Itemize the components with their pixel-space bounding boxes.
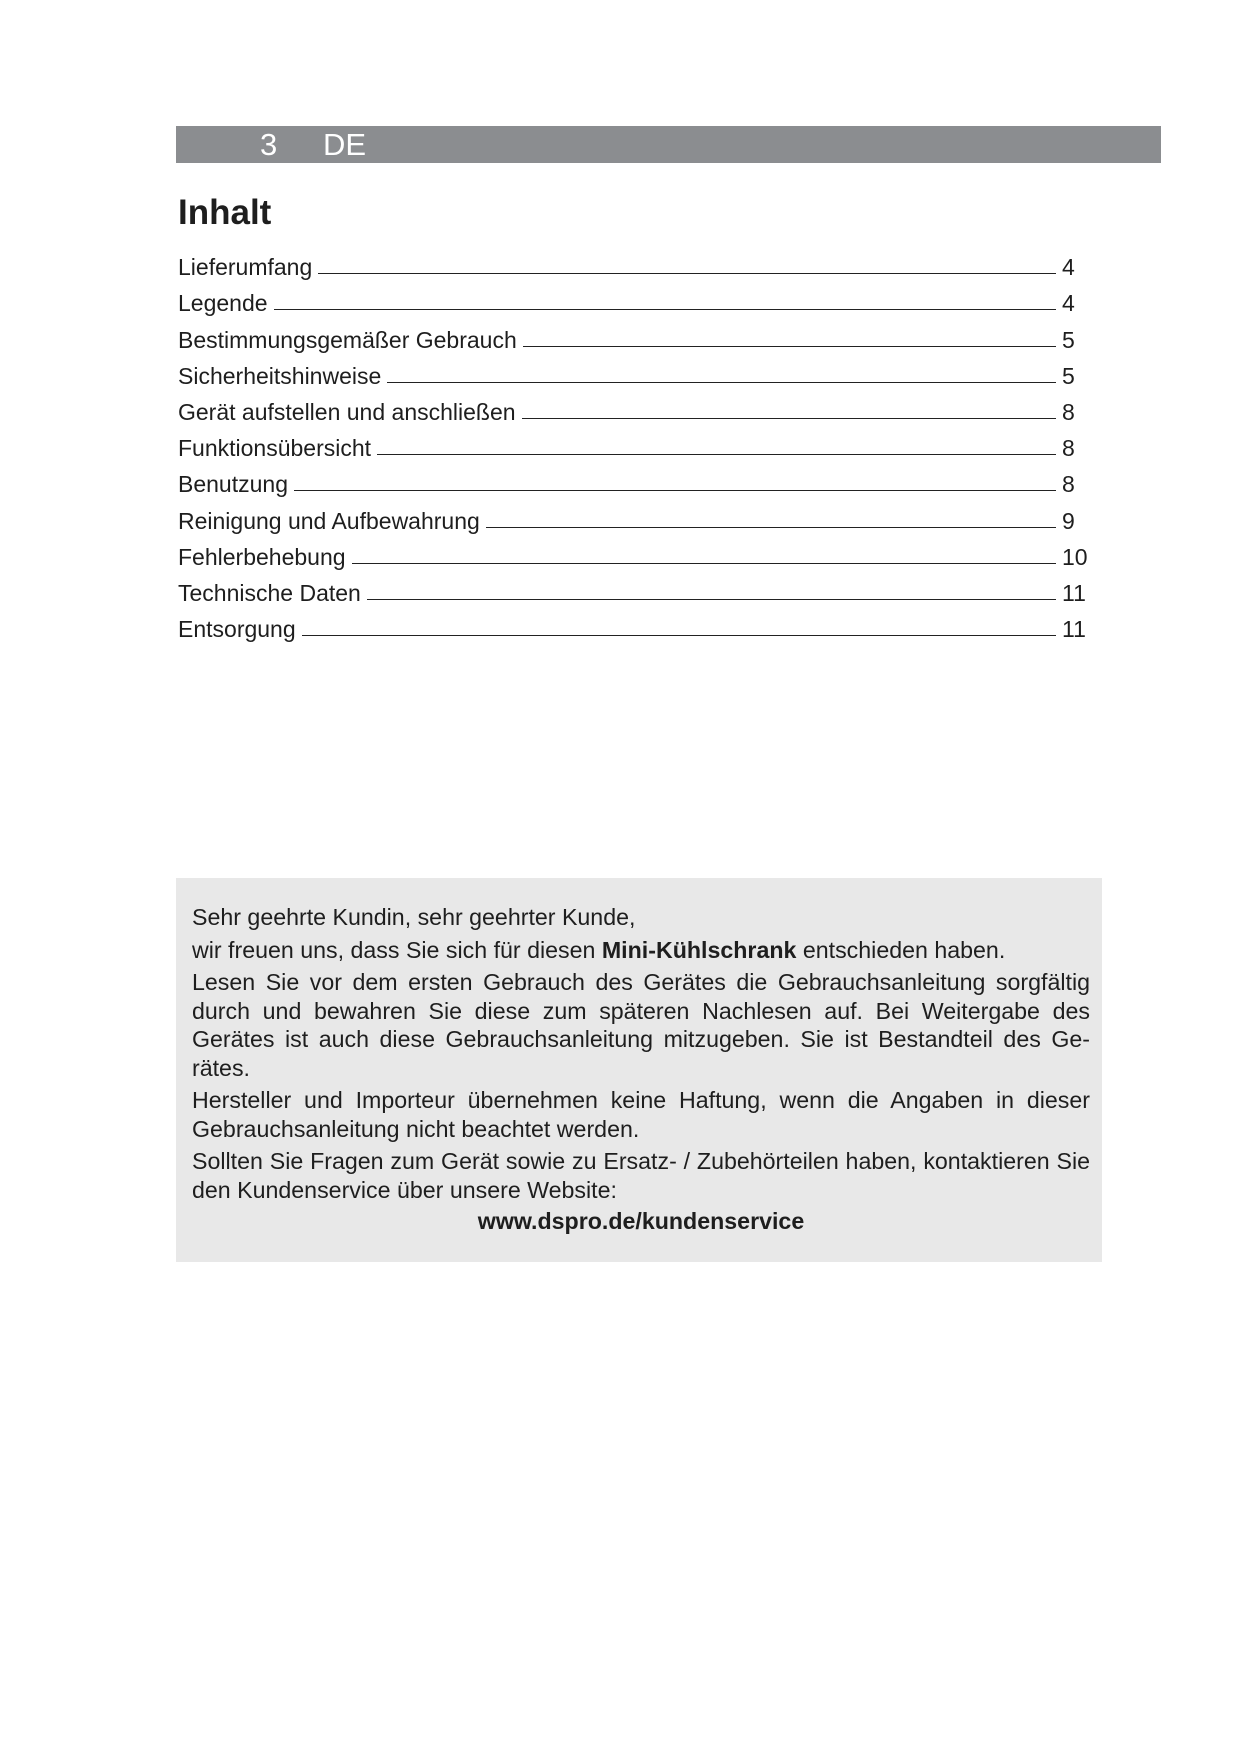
toc-leader-line xyxy=(318,273,1056,274)
page-header-bar xyxy=(176,126,1161,163)
liability-paragraph: Hersteller und Importeur übernehmen keine Haftung, wenn die Angaben in dieser Gebrauchsanleitung nicht beachtet werden. xyxy=(192,1087,1090,1142)
thank-you-text-end: entschieden haben. xyxy=(796,936,1006,963)
toc-entry-page: 4 xyxy=(1062,254,1075,281)
toc-entry-label: Entsorgung xyxy=(178,616,296,643)
toc-leader-line xyxy=(522,418,1056,419)
toc-entry[interactable] xyxy=(178,426,1090,462)
toc-entry-label: Legende xyxy=(178,290,268,317)
toc-leader-line xyxy=(294,490,1056,491)
toc-entry-page: 11 xyxy=(1062,616,1086,643)
toc-entry-page: 8 xyxy=(1062,398,1075,425)
toc-entry-label: Technische Daten xyxy=(178,579,361,606)
toc-entry-label: Funktionsübersicht xyxy=(178,435,372,462)
toc-entry-page: 10 xyxy=(1062,543,1088,570)
toc-entry[interactable] xyxy=(178,462,1090,498)
toc-entry-label: Benutzung xyxy=(178,471,288,498)
toc-entry-label: Reinigung und Aufbewahrung xyxy=(178,507,480,534)
toc-entry[interactable] xyxy=(178,571,1090,607)
toc-entry-label: Sicherheitshinweise xyxy=(178,362,382,389)
toc-entry-page: 8 xyxy=(1062,471,1075,498)
toc-entry[interactable] xyxy=(178,498,1090,534)
salutation: Sehr geehrte Kundin, sehr geehrter Kunde, xyxy=(192,904,636,930)
toc-entry[interactable] xyxy=(178,354,1090,390)
thank-you-text-start: wir freuen uns, dass Sie sich für diesen xyxy=(192,936,602,963)
toc-entry-page: 9 xyxy=(1062,507,1075,534)
product-name: Mini-Kühlschrank xyxy=(601,936,797,963)
toc-leader-line xyxy=(367,599,1056,600)
toc-entry[interactable] xyxy=(178,390,1090,426)
toc-leader-line xyxy=(302,635,1056,636)
toc-entry-page: 11 xyxy=(1062,579,1086,606)
toc-entry-page: 4 xyxy=(1062,290,1075,317)
language-code: DE xyxy=(323,127,367,162)
toc-entry[interactable] xyxy=(178,245,1090,281)
toc-entry[interactable] xyxy=(178,535,1090,571)
toc-entry-page: 5 xyxy=(1062,326,1075,353)
toc-entry-page: 5 xyxy=(1062,362,1075,389)
toc-entry[interactable] xyxy=(178,317,1090,353)
toc-leader-line xyxy=(377,454,1056,455)
toc-entry[interactable] xyxy=(178,607,1090,643)
page-title: Inhalt xyxy=(178,193,272,232)
customer-notice-box xyxy=(176,878,1102,1262)
toc-entry-label: Bestimmungsgemäßer Gebrauch xyxy=(178,326,517,353)
support-url[interactable]: www.dspro.de/kundenservice xyxy=(477,1208,805,1234)
read-instructions-paragraph: Lesen Sie vor dem ersten Gebrauch des Gerätes die Gebrauchsanleitung sorgfältig durch und bewahren Sie diese zum späteren Nachlesen auf. Bei Weitergabe des Gerätes ist auch diese Gebrauchsanleitung mitzugeben. Sie ist Bestandteil des Ge-rätes. xyxy=(192,969,1090,1081)
table-of-contents xyxy=(178,245,1090,643)
contact-paragraph: Sollten Sie Fragen zum Gerät sowie zu Ersatz- / Zubehörteilen haben, kontaktieren Sie den Kundenservice über unsere Website: xyxy=(192,1148,1090,1203)
toc-leader-line xyxy=(523,346,1056,347)
toc-entry-page: 8 xyxy=(1062,435,1075,462)
toc-entry-label: Lieferumfang xyxy=(178,254,313,281)
toc-entry-label: Gerät aufstellen und anschließen xyxy=(178,398,516,425)
thank-you-line xyxy=(192,936,1090,965)
toc-leader-line xyxy=(274,309,1056,310)
toc-leader-line xyxy=(486,527,1056,528)
toc-leader-line xyxy=(387,382,1056,383)
toc-entry[interactable] xyxy=(178,281,1090,317)
toc-leader-line xyxy=(352,563,1056,564)
page-number: 3 xyxy=(260,127,278,162)
toc-entry-label: Fehlerbehebung xyxy=(178,543,346,570)
